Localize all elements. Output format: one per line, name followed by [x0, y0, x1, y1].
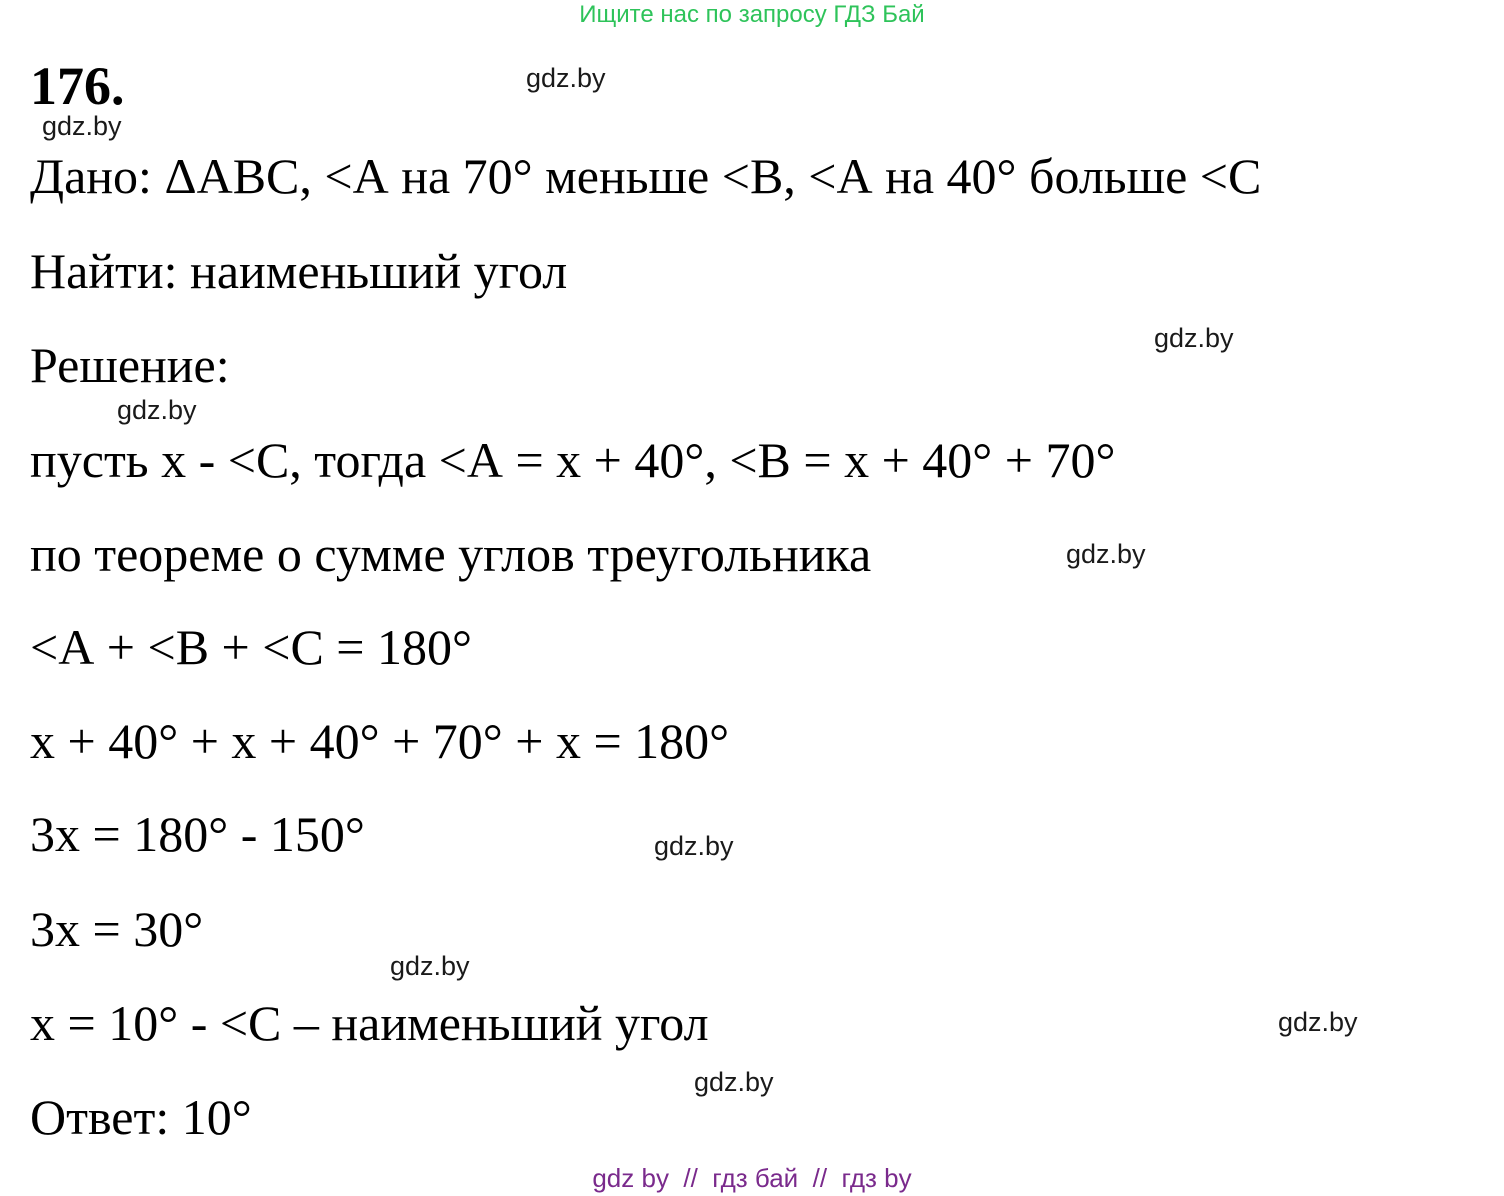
watermark: gdz.by: [390, 951, 470, 981]
theorem-line: по теореме о сумме углов треугольника: [30, 526, 872, 582]
watermark: gdz.by: [654, 831, 734, 861]
step1-line: 3x = 180° - 150°: [30, 806, 365, 862]
step2-line: 3x = 30°: [30, 901, 204, 957]
watermark: gdz.by: [42, 111, 122, 141]
problem-number: 176.: [30, 56, 125, 116]
equation-line: x + 40° + x + 40° + 70° + x = 180°: [30, 713, 730, 769]
result-line: x = 10° - <С – наименьший угол: [30, 995, 709, 1051]
footer-links: gdz by // гдз бай // гдз by: [592, 1163, 912, 1193]
let-line: пусть x - <С, тогда <А = x + 40°, <В = x + 40° + 70°: [30, 432, 1116, 488]
solution-label: Решение:: [30, 337, 230, 393]
watermark: gdz.by: [117, 395, 197, 425]
watermark: gdz.by: [694, 1067, 774, 1097]
top-banner: Ищите нас по запросу ГДЗ Бай: [579, 1, 925, 28]
watermark: gdz.by: [526, 63, 606, 93]
watermark: gdz.by: [1154, 323, 1234, 353]
find-line: Найти: наименьший угол: [30, 243, 568, 299]
answer-line: Ответ: 10°: [30, 1089, 252, 1145]
given-line: Дано: ΔАВС, <А на 70° меньше <В, <А на 40° больше <С: [30, 148, 1262, 204]
watermark: gdz.by: [1278, 1007, 1358, 1037]
angle-sum-line: <А + <В + <С = 180°: [30, 619, 472, 675]
watermark: gdz.by: [1066, 539, 1146, 569]
